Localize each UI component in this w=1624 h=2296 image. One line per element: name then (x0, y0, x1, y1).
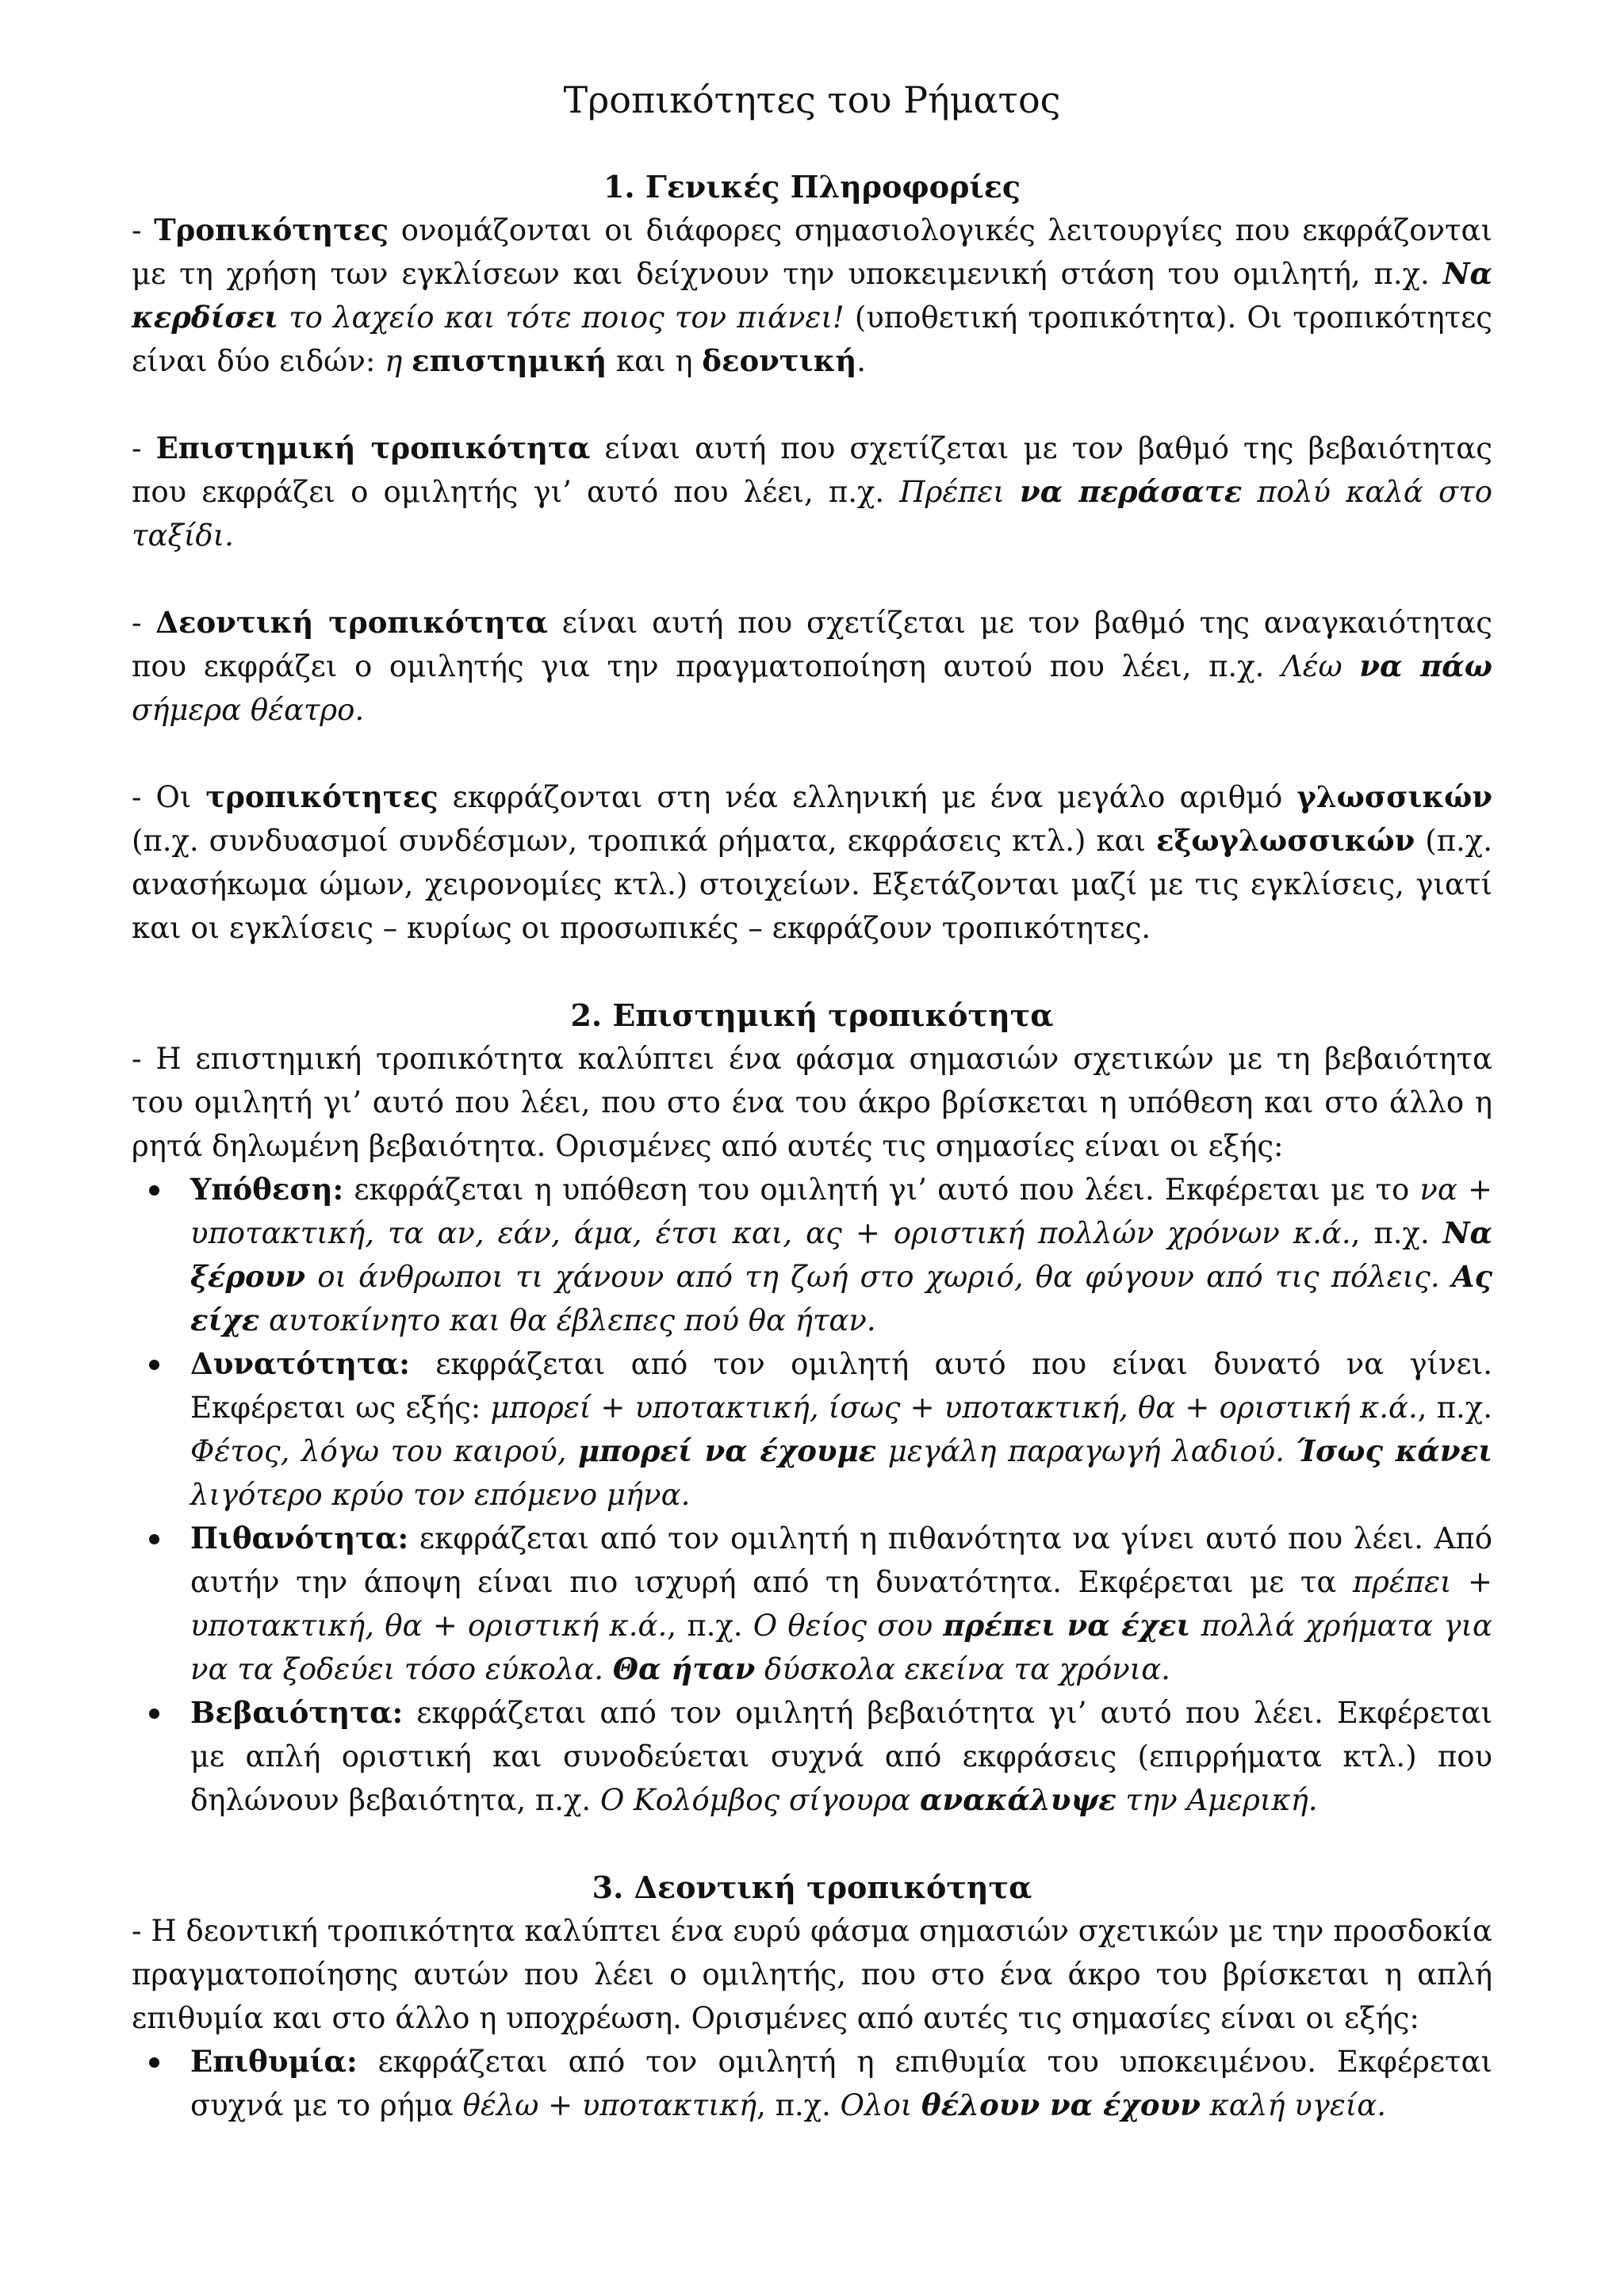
list-item-possibility (132, 1342, 1492, 1517)
example-text: το λαχείο και τότε ποιος τον πιάνει! (278, 300, 845, 335)
emphasis-text: Ας είχε (190, 1259, 1492, 1337)
example-text: Ολοι (840, 2088, 921, 2122)
emphasis-text: ανακάλυψε (920, 1782, 1116, 1817)
page-title: Τροπικότητες του Ρήματος (563, 78, 1061, 121)
body-text: εκφράζονται στη νέα ελληνική με ένα μεγάλο αριθμό (438, 780, 1297, 814)
body-text: - (132, 431, 156, 465)
emphasis-text: Να κερδίσει (132, 256, 1492, 335)
emphasis-text: μπορεί να έχουμε (578, 1433, 877, 1468)
body-text: - Η επιστημική τροπικότητα καλύπτει ένα φάσμα σημασιών σχετικών με τη βεβαιότητα του ομιλητή γι’ αυτό που λέει, που στο ένα του άκρο βρίσκεται η υπόθεση και στο άλλο η ρητά δηλωμένη βεβαιότητα. Ορισμένες από αυτές τις σημασίες είναι οι εξής: (132, 1042, 1492, 1163)
body-text: εκφράζεται η υπόθεση του ομιλητή γι’ αυτό που λέει. Εκφέρεται με το (343, 1173, 1420, 1207)
emphasis-text: Δεοντική τροπικότητα (155, 605, 548, 640)
example-text: οι άνθρωποι τι χάνουν από τη ζωή στο χωριό, θα φύγουν από τις πόλεις. (305, 1260, 1452, 1294)
example-text: Φέτος, λόγω του καιρού, (190, 1434, 579, 1468)
example-text: μπορεί + υποτακτική, ίσως + υποτακτική, θα + οριστική κ.ά. (490, 1391, 1418, 1425)
body-text: - (132, 213, 155, 247)
emphasis-text: Επιθυμία: (190, 2044, 358, 2079)
body-text: , π.χ. (756, 2088, 841, 2122)
paragraph-spacer (132, 732, 1492, 775)
section-heading-deontic: 3. Δεοντική τροπικότητα (592, 1869, 1032, 1905)
example-text: Ο Κολόμβος σίγουρα (599, 1783, 921, 1817)
emphasis-text: τροπικότητες (205, 779, 439, 814)
paragraph-spacer (132, 383, 1492, 427)
paragraph-deontic-intro (132, 1909, 1492, 2040)
emphasis-text: Να ξέρουν (190, 1215, 1493, 1294)
emphasis-text: Επιστημική τροπικότητα (155, 430, 591, 465)
paragraph-modalities-definition (132, 209, 1492, 383)
example-text: δύσκολα εκείνα τα χρόνια. (755, 1652, 1170, 1686)
emphasis-text: πρέπει να έχει (943, 1608, 1191, 1643)
body-text: . (856, 344, 867, 378)
example-text: πολλά χρήματα για να τα ξοδεύει τόσο εύκολα. (190, 1609, 1492, 1686)
body-text: , π.χ. (667, 1609, 753, 1643)
emphasis-text: Τροπικότητες (154, 212, 389, 247)
emphasis-text: Δυνατότητα: (190, 1346, 410, 1381)
body-text: - Οι (132, 780, 206, 814)
body-text: ονομάζονται οι διάφορες σημασιολογικές λειτουργίες που εκφράζονται με τη χρήση των εγκλίσεων και δείχνουν την υποκειμενική στάση του ομιλητή, π.χ. (132, 213, 1492, 291)
section-spacer (132, 1822, 1492, 1866)
paragraph-spacer (132, 557, 1492, 601)
section-spacer (132, 950, 1492, 993)
emphasis-text: Βεβαιότητα: (190, 1695, 404, 1730)
body-text: (υποθετική τροπικότητα). Οι τροπικότητες είναι δύο ειδών: (132, 300, 1492, 378)
body-text: εκφράζεται από τον ομιλητή αυτό που είναι δυνατό να γίνει. Εκφέρεται ως εξής: (190, 1347, 1492, 1425)
body-text: εκφράζεται από τον ομιλητή βεβαιότητα γι’ αυτό που λέει. Εκφέρεται με απλή οριστική και συνοδεύεται συχνά από εκφράσεις (επιρρήματα κτλ.) που δηλώνουν βεβαιότητα, π.χ. (190, 1696, 1492, 1817)
emphasis-text: να περάσατε (1020, 474, 1243, 509)
body-text: εκφράζεται από τον ομιλητή η επιθυμία του υποκειμένου. Εκφέρεται συχνά με το ρήμα (190, 2045, 1492, 2122)
example-text: Ο θείος σου (753, 1609, 944, 1643)
emphasis-text: Υπόθεση: (190, 1172, 344, 1207)
paragraph-deontic-definition (132, 601, 1492, 732)
emphasis-text: Ίσως κάνει (1296, 1433, 1492, 1468)
body-text: - (132, 606, 156, 640)
example-text: μεγάλη παραγωγή λαδιού. (876, 1434, 1297, 1468)
emphasis-text: επιστημική (412, 343, 607, 378)
body-text: (π.χ. ανασήκωμα ώμων, χειρονομίες κτλ.) στοιχείων. Εξετάζονται μαζί με τις εγκλίσεις, γιατί και οι εγκλίσεις – κυρίως οι προσωπικές – εκφράζουν τροπικότητες. (132, 824, 1492, 945)
body-text: , π.χ. (1417, 1391, 1492, 1425)
body-text: είναι αυτή που σχετίζεται με τον βαθμό της αναγκαιότητας που εκφράζει ο ομιλητής για την πραγματοποίηση αυτού που λέει, π.χ. (132, 606, 1492, 683)
emphasis-text: Θα ήταν (612, 1651, 756, 1686)
paragraph-expression-means (132, 775, 1492, 950)
emphasis-text: δεοντική (702, 343, 857, 378)
example-text: αυτοκίνητο και θα έβλεπες πού θα ήταν. (259, 1303, 876, 1337)
section-heading-epistemic: 2. Επιστημική τροπικότητα (570, 997, 1054, 1033)
body-text: - Η δεοντική τροπικότητα καλύπτει ένα ευρύ φάσμα σημασιών σχετικών με την προσδοκία πραγματοποίησης αυτών που λέει ο ομιλητής, που στο ένα άκρο του βρίσκεται η απλή επιθυμία και στο άλλο η υποχρέωση. Ορισμένες από αυτές τις σημασίες είναι οι εξής: (132, 1914, 1492, 2035)
list-item-desire (132, 2040, 1492, 2127)
deontic-meanings-list (132, 2040, 1492, 2127)
example-text: Πρέπει (899, 475, 1021, 509)
example-text: η (385, 344, 403, 378)
list-item-probability (132, 1517, 1492, 1691)
example-text: να + υποτακτική, τα αν, εάν, άμα, έτσι και, ας + οριστική πολλών χρόνων κ.ά. (190, 1173, 1492, 1250)
section-heading-general-info: 1. Γενικές Πληροφορίες (603, 169, 1021, 205)
emphasis-text: Πιθανότητα: (190, 1521, 409, 1556)
body-text: είναι αυτή που σχετίζεται με τον βαθμό της βεβαιότητας που εκφράζει ο ομιλητής γι’ αυτό που λέει, π.χ. (132, 431, 1492, 509)
example-text: σήμερα θέατρο. (132, 693, 365, 727)
body-text (402, 344, 412, 378)
emphasis-text: εξωγλωσσικών (1155, 823, 1415, 858)
list-item-hypothesis (132, 1168, 1492, 1342)
example-text: πρέπει + υποτακτική, θα + οριστική κ.ά. (190, 1565, 1492, 1643)
example-text: καλή υγεία. (1200, 2088, 1386, 2122)
example-text: θέλω + υποτακτική (462, 2088, 757, 2122)
body-text: εκφράζεται από τον ομιλητή η πιθανότητα να γίνει αυτό που λέει. Από αυτήν την άποψη είναι πιο ισχυρή από τη δυνατότητα. Εκφέρεται με τα (190, 1521, 1492, 1599)
paragraph-epistemic-intro (132, 1037, 1492, 1168)
list-item-certainty (132, 1691, 1492, 1822)
example-text: πολύ καλά στο ταξίδι. (132, 475, 1492, 553)
example-text: την Αμερική. (1116, 1783, 1318, 1817)
example-text: Λέω (1281, 649, 1360, 683)
body-text: , π.χ. (1350, 1216, 1443, 1250)
example-text: λιγότερο κρύο τον επόμενο μήνα. (190, 1478, 691, 1512)
emphasis-text: να πάω (1359, 649, 1492, 683)
epistemic-meanings-list (132, 1168, 1492, 1822)
emphasis-text: γλωσσικών (1297, 779, 1493, 814)
body-text: και η (607, 344, 703, 378)
paragraph-epistemic-definition (132, 427, 1492, 557)
body-text: (π.χ. συνδυασμοί συνδέσμων, τροπικά ρήματα, εκφράσεις κτλ.) και (132, 824, 1156, 858)
emphasis-text: θέλουν να έχουν (921, 2087, 1201, 2122)
